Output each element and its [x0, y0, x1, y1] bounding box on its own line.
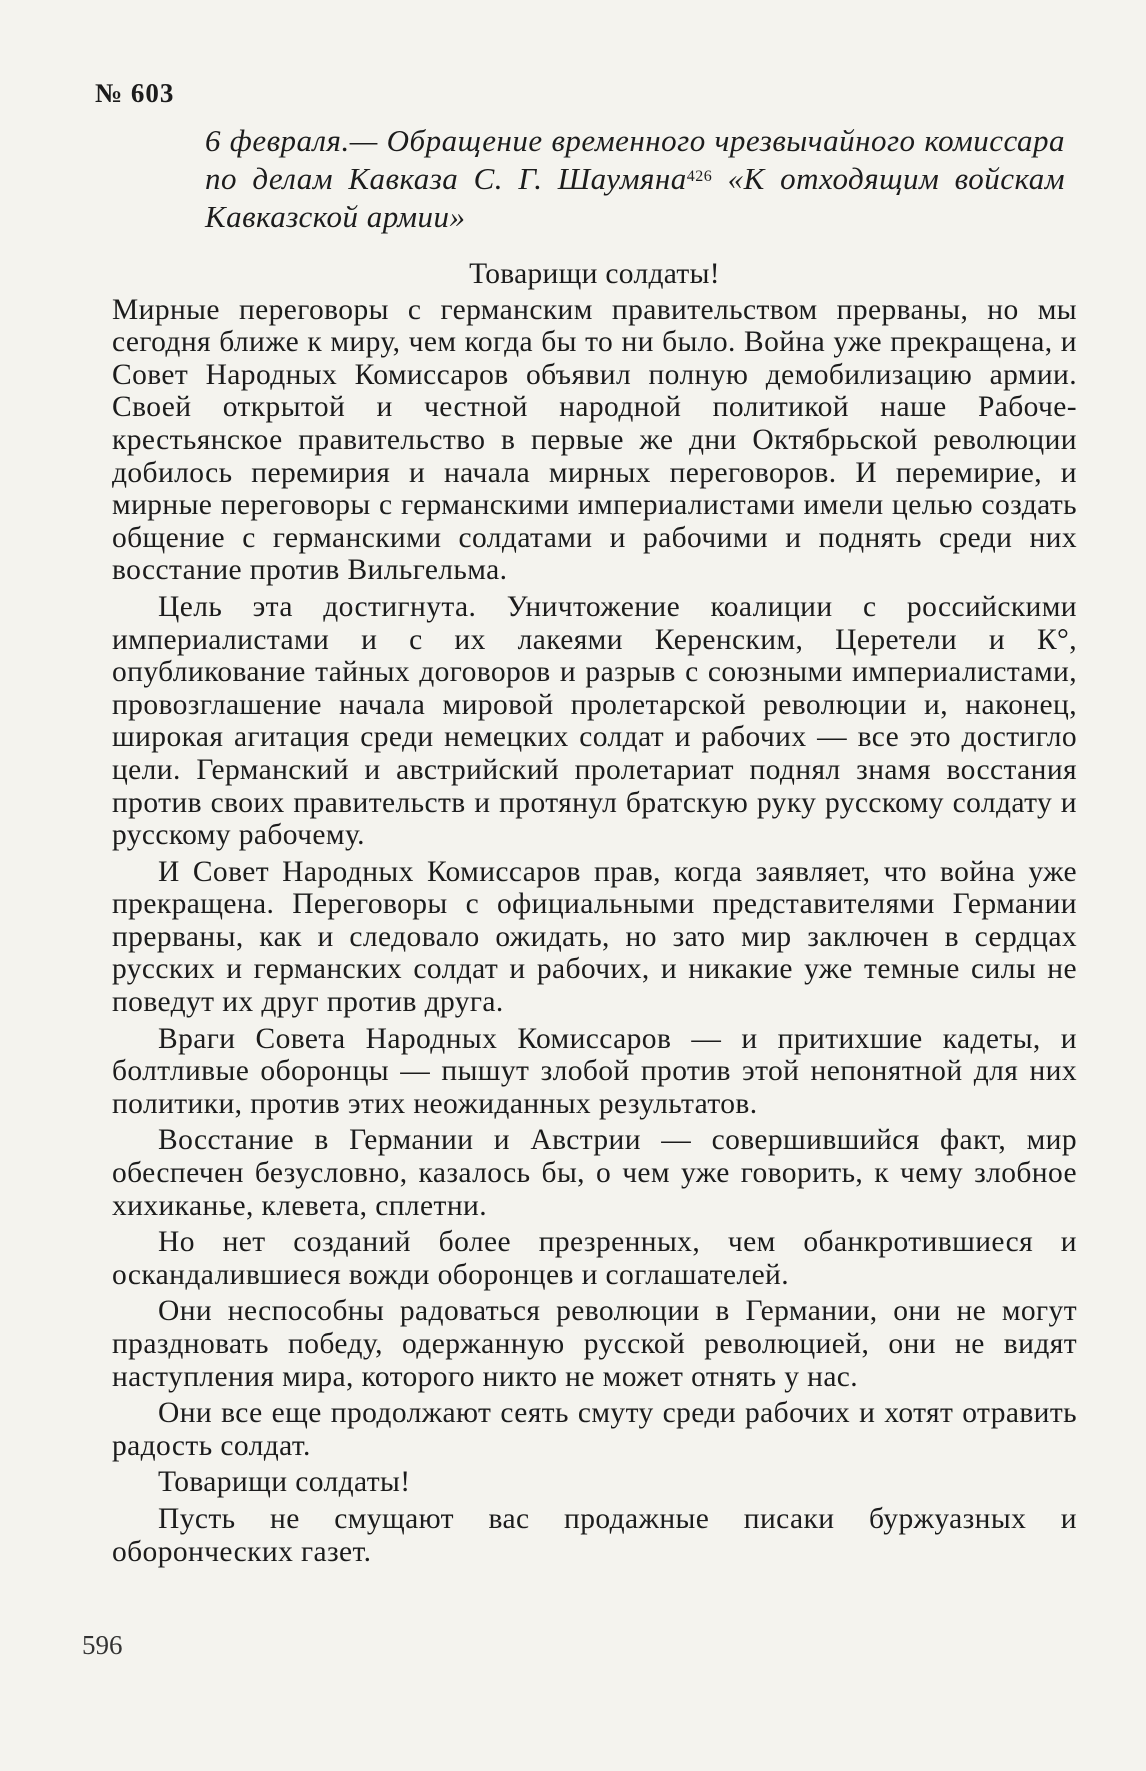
paragraph: Враги Совета Народных Комиссаров — и притихшие кадеты, и болтливые оборонцы — пышут злобой против этой непонятной для них политики, против этих неожиданных результатов.	[112, 1022, 1077, 1120]
document-heading	[205, 122, 1065, 236]
paragraph: И Совет Народных Комиссаров прав, когда заявляет, что война уже прекращена. Переговоры с официальными представителями Германии прерваны, как и следовало ожидать, но зато мир заключен в сердцах русских и германских солдат и рабочих, и никакие уже темные силы не поведут их друг против друга.	[112, 855, 1077, 1019]
document-number: № 603	[95, 78, 175, 108]
heading-text: 6 февраля.— Обращение временного чрезвычайного комиссара по делам Кавказа С. Г. Шаумяна	[205, 123, 1065, 196]
paragraph: Но нет созданий более презренных, чем обанкротившиеся и оскандалившиеся вожди оборонцев и соглашателей.	[112, 1226, 1077, 1291]
footnote-ref: 426	[686, 168, 713, 185]
paragraph: Пусть не смущают вас продажные писаки буржуазных и оборонческих газет.	[112, 1502, 1077, 1568]
paragraph: Они неспособны радоваться революции в Германии, они не могут праздновать победу, одержанную русской революцией, они не видят наступления мира, которого никто не может отнять у нас.	[112, 1295, 1077, 1393]
paragraph: Мирные переговоры с германским правительством прерваны, но мы сегодня ближе к миру, чем когда бы то ни было. Война уже прекращена, и Совет Народных Комиссаров объявил полную демобилизацию армии. Своей открытой и честной народной политикой наше Рабоче-крестьянское правительство в первые же дни Октябрьской революции добилось перемирия и начала мирных переговоров. И перемирие, и мирные переговоры с германскими империалистами имели целью создать общение с германскими солдатами и рабочими и поднять среди них восстание против Вильгельма.	[112, 293, 1077, 587]
paragraph: Восстание в Германии и Австрии — совершившийся факт, мир обеспечен безусловно, казалось бы, о чем уже говорить, к чему злобное хихиканье, клевета, сплетни.	[112, 1124, 1077, 1222]
paragraph-greeting-repeat: Товарищи солдаты!	[158, 1466, 411, 1499]
paragraph: Цель эта достигнута. Уничтожение коалиции с российскими империалистами и с их лакеями Керенским, Церетели и К°, опубликование тайных договоров и разрыв с союзными империалистами, провозглашение начала мировой пролетарской революции и, наконец, широкая агитация среди немецких солдат и рабочих — все это достигло цели. Германский и австрийский пролетариат поднял знамя восстания против своих правительств и протянул братскую руку русскому солдату и русскому рабочему.	[112, 590, 1077, 852]
document-body	[112, 258, 1077, 1572]
heading-quote: «К отходящим войскам Кавказской армии»	[205, 161, 1065, 234]
paragraph: Они все еще продолжают сеять смуту среди рабочих и хотят отравить радость солдат.	[112, 1397, 1077, 1462]
page-number: 596	[82, 1630, 123, 1660]
greeting: Товарищи солдаты!	[469, 258, 720, 290]
